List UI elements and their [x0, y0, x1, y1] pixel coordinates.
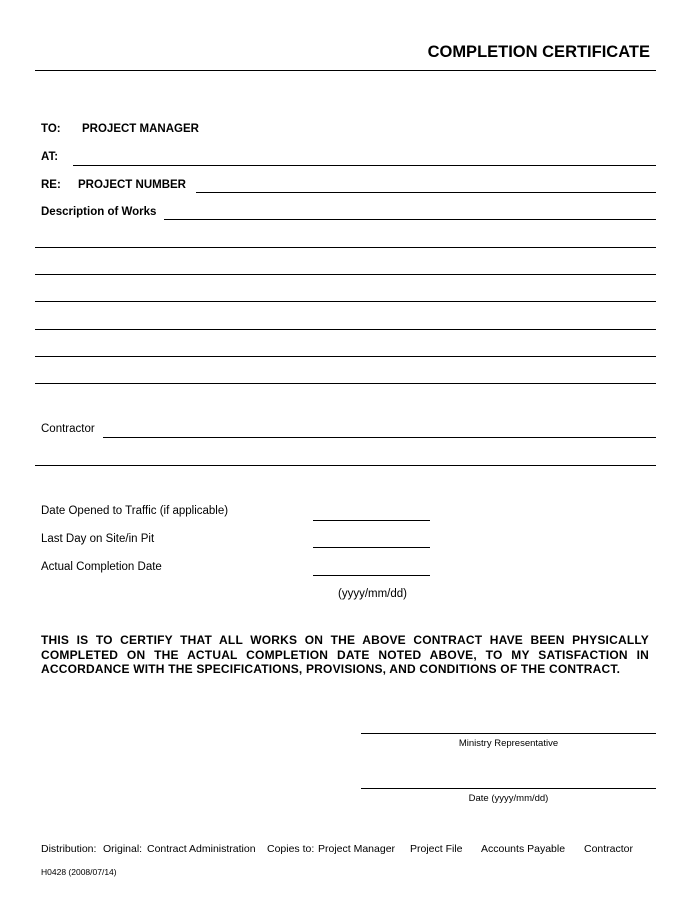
description-line[interactable]: [35, 383, 656, 384]
re-label: RE:: [41, 179, 61, 191]
re-value: PROJECT NUMBER: [78, 179, 186, 191]
project-number-field[interactable]: [196, 178, 656, 193]
last-day-field[interactable]: [313, 533, 430, 548]
contractor-label: Contractor: [41, 423, 95, 435]
distribution-label: Distribution:: [41, 843, 97, 855]
completion-date-label: Actual Completion Date: [41, 561, 162, 573]
traffic-date-label: Date Opened to Traffic (if applicable): [41, 505, 229, 517]
description-field[interactable]: [164, 205, 656, 220]
description-label: Description of Works: [41, 206, 157, 218]
last-day-label: Last Day on Site/in Pit: [41, 533, 155, 545]
representative-label: Ministry Representative: [458, 738, 559, 749]
copy-project-file: Project File: [410, 843, 463, 855]
description-line[interactable]: [35, 329, 656, 330]
title-divider: [35, 70, 656, 71]
at-field[interactable]: [73, 151, 656, 166]
form-code: H0428 (2008/07/14): [41, 867, 117, 877]
at-label: AT:: [41, 151, 59, 163]
signature-date-label: Date (yyyy/mm/dd): [468, 793, 549, 804]
description-line[interactable]: [35, 301, 656, 302]
signature-date-line[interactable]: [361, 788, 656, 789]
description-line[interactable]: [35, 356, 656, 357]
contractor-field[interactable]: [103, 423, 656, 438]
representative-signature-line[interactable]: [361, 733, 656, 734]
copies-label: Copies to:: [267, 843, 315, 855]
original-value: Contract Administration: [147, 843, 256, 855]
certification-statement: THIS IS TO CERTIFY THAT ALL WORKS ON THE ABOVE CONTRACT HAVE BEEN PHYSICALLY COMPLETED ON THE ACTUAL COMPLETION DATE NOTED ABOVE, TO MY SATISFACTION IN ACCORDANCE WITH THE SPECIFICATIONS, PROVISIONS, AND CONDITIONS OF THE CONTRACT.: [41, 633, 649, 676]
description-line[interactable]: [35, 247, 656, 248]
copy-project-manager: Project Manager: [318, 843, 396, 855]
copy-accounts-payable: Accounts Payable: [481, 843, 566, 855]
to-value: PROJECT MANAGER: [82, 123, 199, 135]
distribution-row: [41, 842, 96, 856]
form-title: COMPLETION CERTIFICATE: [427, 43, 650, 61]
original-label: Original:: [103, 843, 143, 855]
to-label: TO:: [41, 123, 61, 135]
description-line[interactable]: [35, 274, 656, 275]
completion-date-field[interactable]: [313, 561, 430, 576]
contractor-line[interactable]: [35, 465, 656, 466]
date-format-hint: (yyyy/mm/dd): [338, 588, 407, 600]
copy-contractor: Contractor: [584, 843, 634, 855]
traffic-date-field[interactable]: [313, 506, 430, 521]
